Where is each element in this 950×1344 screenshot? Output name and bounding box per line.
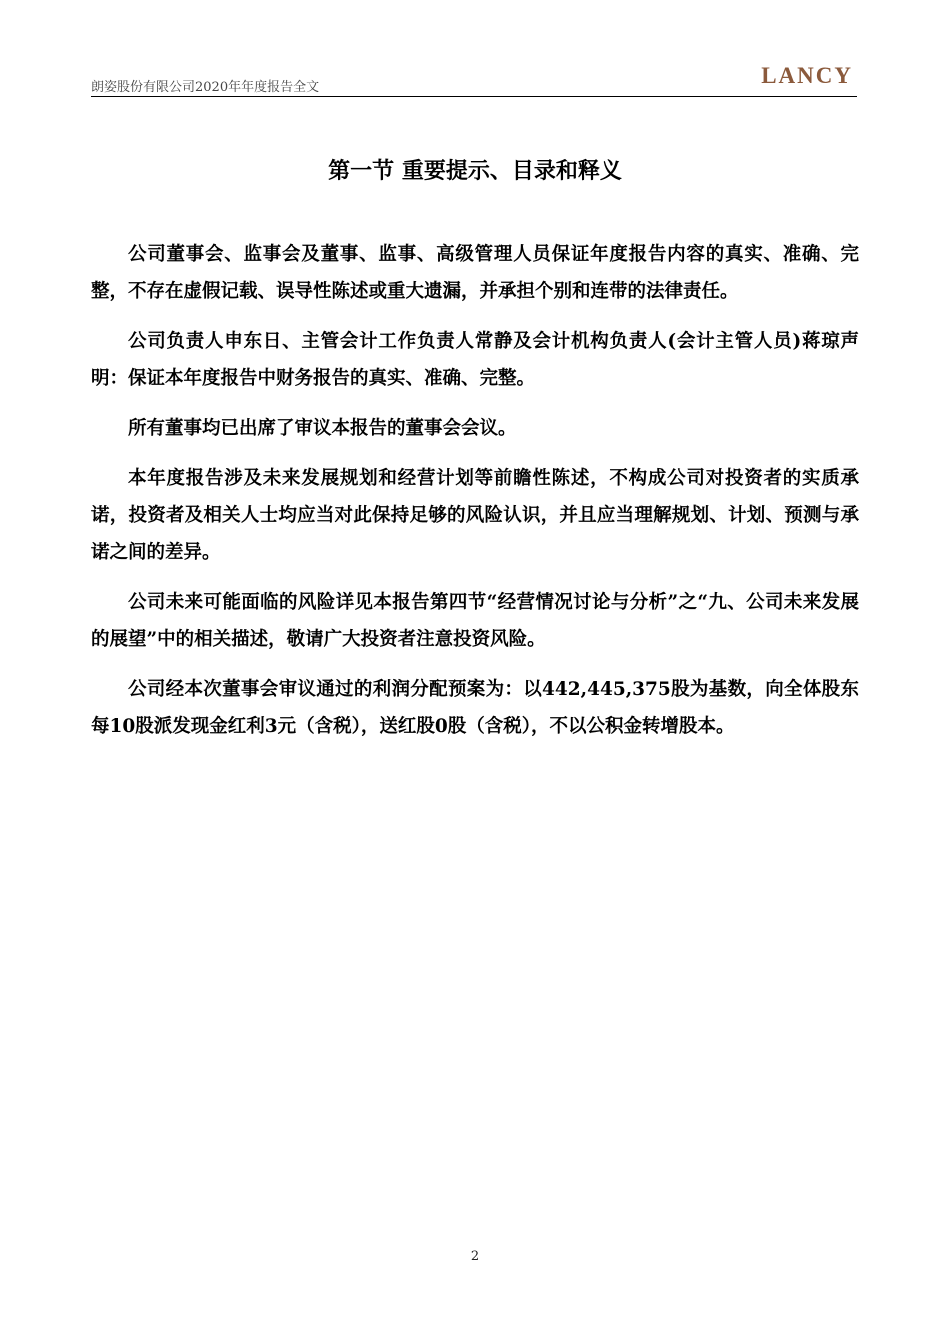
main-content xyxy=(91,236,859,758)
paragraph-board-guarantee: 公司董事会、监事会及董事、监事、高级管理人员保证年度报告内容的真实、准确、完整，不存在虚假记载、误导性陈述或重大遗漏，并承担个别和连带的法律责任。 xyxy=(91,244,859,302)
paragraph-risk-notice: 公司未来可能面临的风险详见本报告第四节“经营情况讨论与分析”之“九、公司未来发展的展望”中的相关描述，敬请广大投资者注意投资风险。 xyxy=(91,592,859,650)
page-number: 2 xyxy=(470,1249,480,1264)
paragraph-profit-distribution: 公司经本次董事会审议通过的利润分配预案为：以442,445,375股为基数，向全体股东每10股派发现金红利3元（含税），送红股0股（含税），不以公积金转增股本。 xyxy=(91,679,859,737)
paragraph-board-attendance: 所有董事均已出席了审议本报告的董事会会议。 xyxy=(128,418,517,439)
paragraph-financial-statement-declaration: 公司负责人申东日、主管会计工作负责人常静及会计机构负责人(会计主管人员)蒋琼声明：保证本年度报告中财务报告的真实、准确、完整。 xyxy=(91,331,859,389)
paragraph-forward-looking-statement: 本年度报告涉及未来发展规划和经营计划等前瞻性陈述，不构成公司对投资者的实质承诺，投资者及相关人士均应当对此保持足够的风险认识，并且应当理解规划、计划、预测与承诺之间的差异。 xyxy=(91,468,859,563)
header-document-title: 朗姿股份有限公司2020年年度报告全文 xyxy=(91,80,320,95)
section-title: 第一节 重要提示、目录和释义 xyxy=(328,158,622,184)
lancy-logo: LANCY xyxy=(761,63,853,88)
page-header xyxy=(91,62,857,97)
